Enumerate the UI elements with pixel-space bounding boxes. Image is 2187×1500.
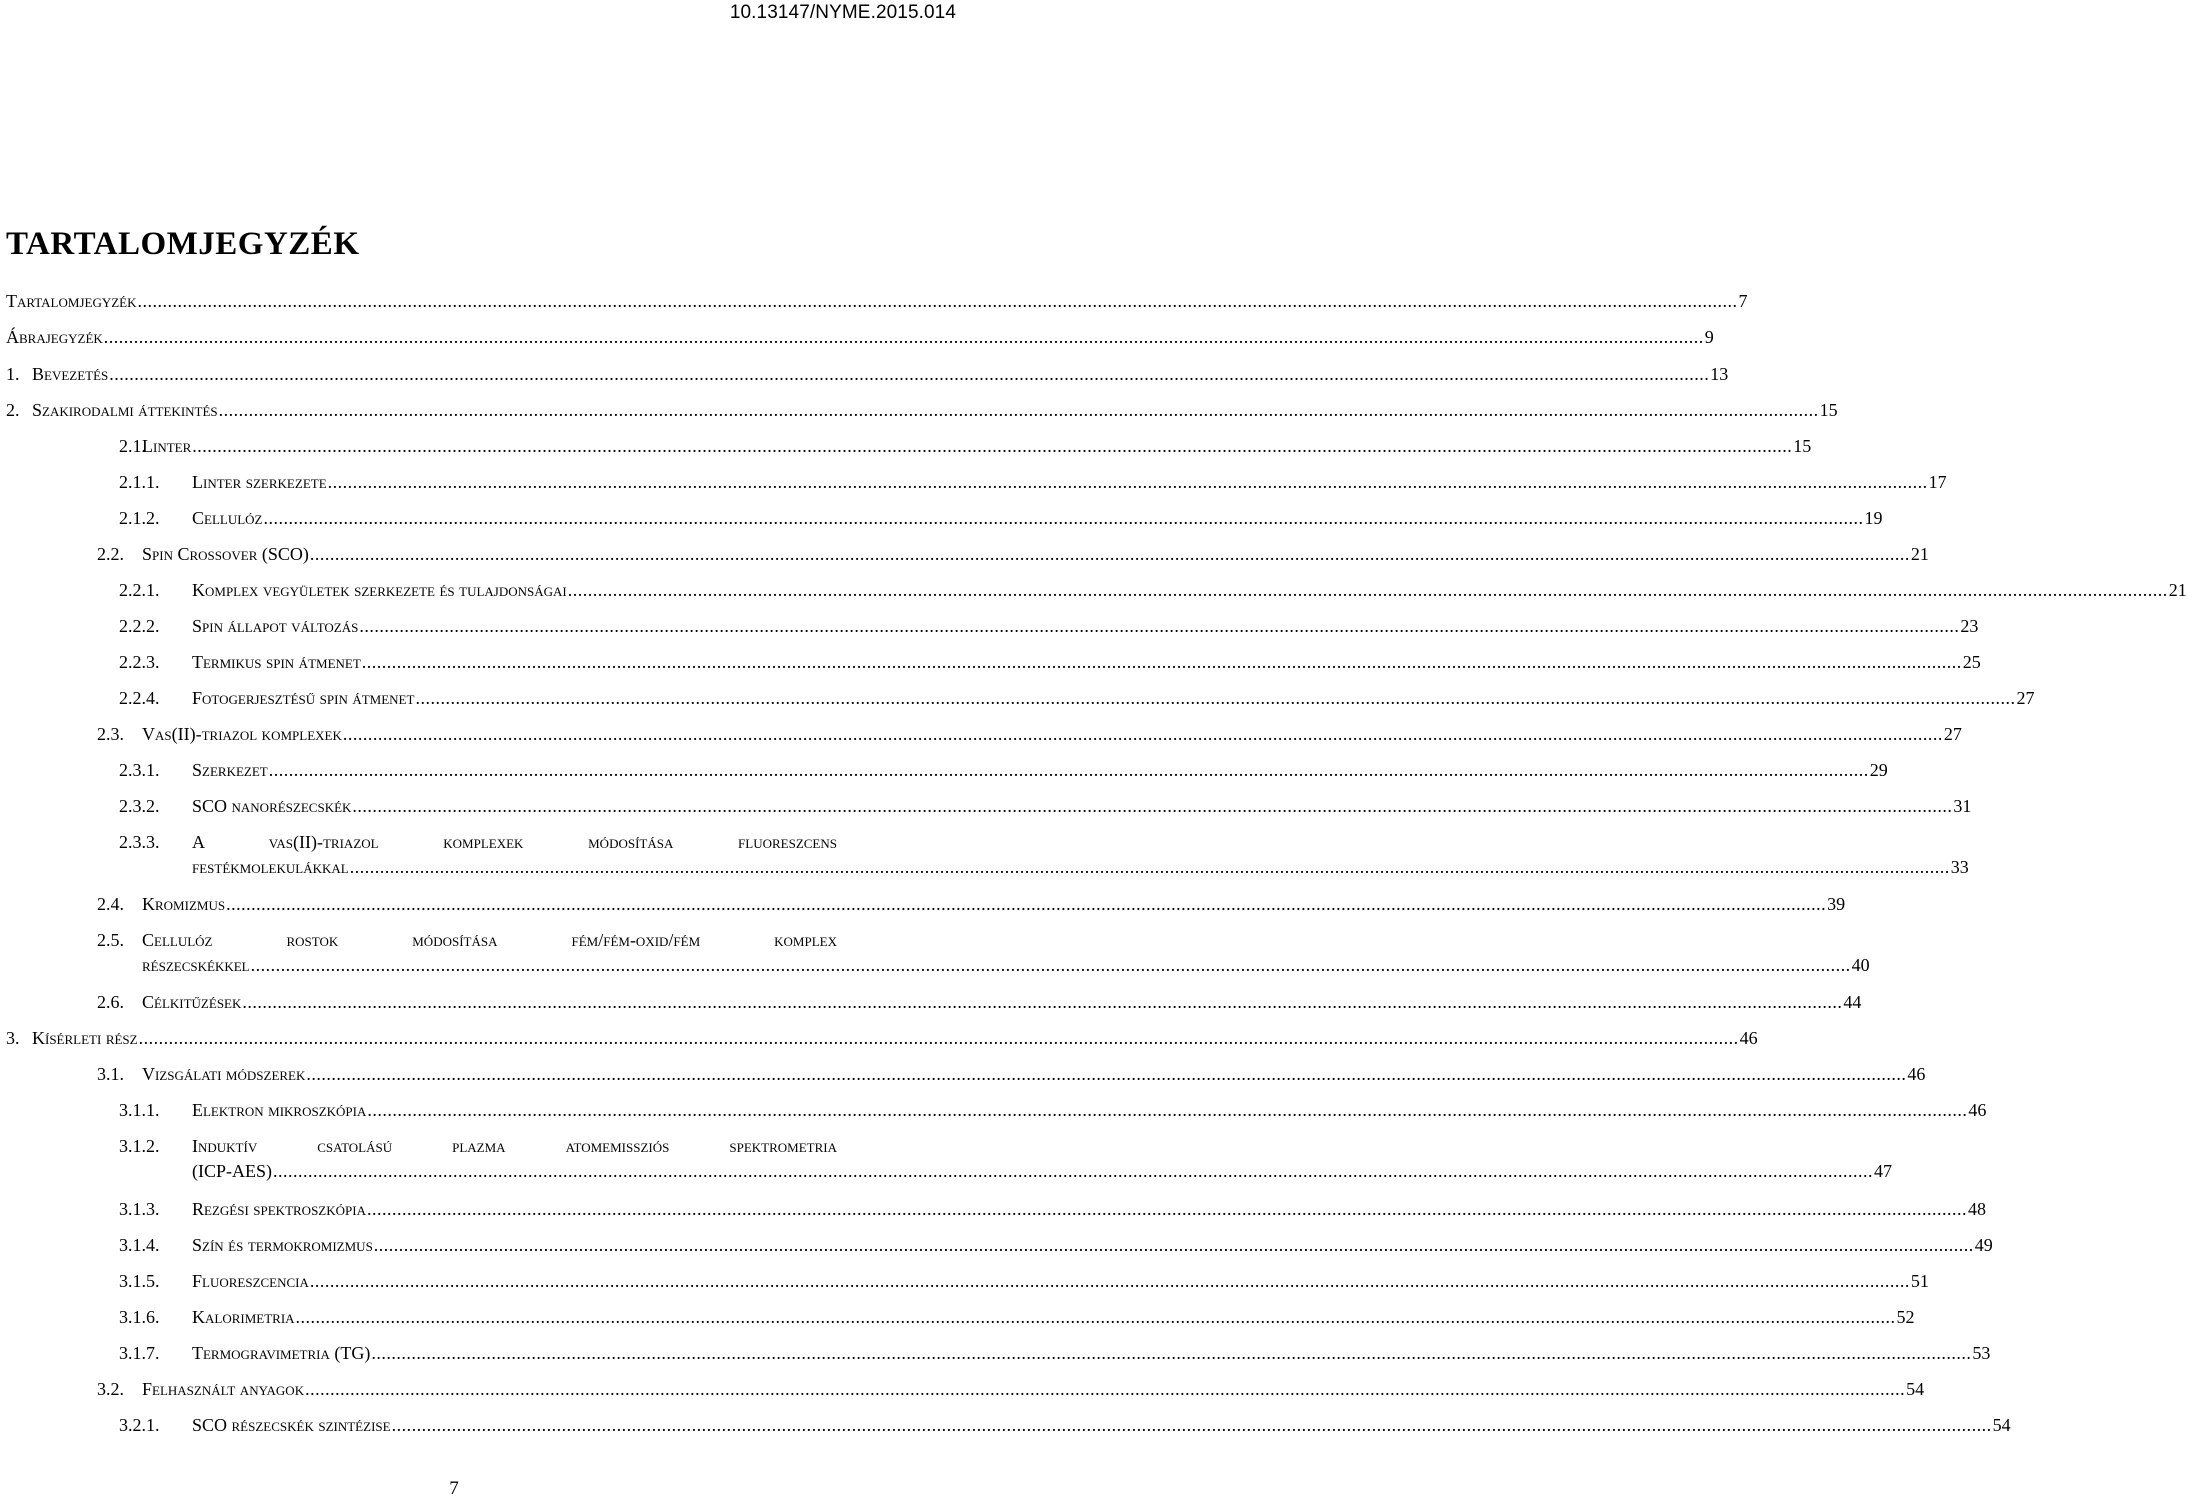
toc-entry-page: 19 — [1864, 508, 1883, 528]
toc-entry-page: 23 — [1960, 616, 1979, 636]
toc-entry-page: 27 — [2016, 688, 2035, 708]
toc-entry-title: Linter — [142, 436, 192, 456]
toc-entry-page: 39 — [1827, 894, 1846, 914]
toc-leader-dots — [264, 507, 1864, 529]
page-title: TARTALOMJEGYZÉK — [6, 226, 360, 262]
page-number: 7 — [449, 1478, 459, 1499]
toc-entry-title-line1: A vas(II)-triazol komplexek módosítása fluoreszcens — [192, 832, 837, 852]
toc-entry-page: 7 — [1738, 291, 1748, 311]
toc-entry-number: 2.3.3. — [119, 832, 160, 852]
toc-entry-number: 2.3. — [97, 724, 124, 744]
toc-entry-number: 3.2. — [97, 1379, 124, 1399]
toc-leader-dots — [359, 615, 1959, 637]
toc-entry-page: 9 — [1704, 327, 1714, 347]
toc-leader-dots — [310, 1270, 1910, 1292]
toc-leader-dots — [138, 290, 1738, 312]
doi-header: 10.13147/NYME.2015.014 — [729, 2, 956, 23]
toc-leader-dots — [367, 1198, 1967, 1220]
toc-entry[interactable] — [119, 1342, 1991, 1364]
toc-leader-dots — [350, 856, 1950, 878]
toc-leader-dots — [362, 651, 1962, 673]
toc-entry-number: 2.2. — [97, 544, 124, 564]
toc-entry-title: Szakirodalmi áttekintés — [32, 400, 218, 420]
toc-entry[interactable] — [119, 1198, 1986, 1220]
toc-entry-number: 3.1.1. — [119, 1100, 160, 1120]
toc-entry-number: 2.5. — [97, 930, 124, 950]
toc-leader-dots — [296, 1306, 1896, 1328]
toc-entry-page: 31 — [1953, 796, 1972, 816]
toc-entry[interactable] — [6, 399, 1838, 421]
toc-entry[interactable] — [6, 326, 1714, 348]
toc-entry-title: Szín és termokromizmus — [192, 1235, 373, 1255]
toc-entry[interactable] — [119, 615, 1979, 637]
toc-entry-number: 2.1.2. — [119, 508, 160, 528]
toc-entry[interactable] — [119, 1270, 1929, 1292]
toc-entry-page: 27 — [1943, 724, 1962, 744]
toc-entry[interactable] — [97, 1378, 1925, 1400]
toc-leader-dots — [104, 326, 1704, 348]
toc-leader-dots — [343, 723, 1943, 745]
toc-entry-title: Spin állapot változás — [192, 616, 359, 636]
toc-entry[interactable] — [119, 687, 2035, 709]
toc-entry[interactable] — [119, 1099, 1987, 1121]
toc-leader-dots — [328, 471, 1928, 493]
toc-entry-page: 15 — [1819, 400, 1838, 420]
toc-entry-number: 3.1.2. — [119, 1136, 160, 1156]
toc-leader-dots — [352, 795, 1952, 817]
toc-entry[interactable] — [119, 651, 1981, 673]
toc-entry-page: 44 — [1843, 992, 1862, 1012]
toc-entry-title: Szerkezet — [192, 760, 268, 780]
toc-entry-title: SCO részecskék szintézise — [192, 1415, 391, 1435]
toc-entry-title-line1: Cellulóz rostok módosítása fém/fém-oxid/fém komplex — [142, 930, 837, 950]
toc-entry-title: festékmolekulákkal — [192, 857, 349, 877]
toc-entry-title: Termogravimetria (TG) — [192, 1343, 371, 1363]
toc-entry-number: 2. — [6, 400, 20, 420]
toc-entry-page: 46 — [1907, 1064, 1926, 1084]
toc-entry-number: 2.3.2. — [119, 796, 160, 816]
toc-entry-title: Fotogerjesztésű spin átmenet — [192, 688, 415, 708]
toc-entry-title: Kísérleti rész — [32, 1028, 138, 1048]
toc-entry-page: 51 — [1910, 1271, 1929, 1291]
toc-entry-page: 54 — [1906, 1379, 1925, 1399]
toc-entry[interactable] — [119, 579, 2187, 601]
toc-entry-title: részecskékkel — [142, 955, 250, 975]
toc-entry-number: 3.1.6. — [119, 1307, 160, 1327]
toc-entry[interactable] — [97, 1063, 1926, 1085]
toc-leader-dots — [310, 543, 1910, 565]
toc-entry[interactable] — [6, 363, 1729, 385]
toc-entry-page: 15 — [1793, 436, 1812, 456]
toc-entry-title: Linter szerkezete — [192, 472, 327, 492]
toc-leader-dots — [305, 1378, 1905, 1400]
toc-entry-page: 54 — [1992, 1415, 2011, 1435]
toc-entry-title: Kalorimetria — [192, 1307, 295, 1327]
toc-entry-page: 47 — [1874, 1161, 1892, 1181]
toc-entry-title: Elektron mikroszkópia — [192, 1100, 367, 1120]
toc-entry-title: Célkitűzések — [142, 992, 242, 1012]
toc-leader-dots — [251, 954, 1851, 976]
toc-entry[interactable] — [119, 1306, 1915, 1328]
toc-entry-title: (ICP-AES) — [192, 1161, 272, 1181]
toc-entry-page: 40 — [1851, 955, 1870, 975]
toc-entry-page: 21 — [1910, 544, 1929, 564]
toc-leader-dots — [392, 1414, 1992, 1436]
toc-entry-title: Bevezetés — [32, 364, 109, 384]
toc-entry[interactable] — [97, 893, 1846, 915]
toc-entry-page: 29 — [1869, 760, 1888, 780]
toc-entry[interactable] — [119, 795, 1972, 817]
toc-entry[interactable] — [97, 543, 1929, 565]
toc-entry-title: Felhasznált anyagok — [142, 1379, 305, 1399]
toc-entry-page: 53 — [1972, 1343, 1991, 1363]
toc-leader-dots — [374, 1234, 1974, 1256]
toc-leader-dots — [109, 363, 1709, 385]
toc-entry-number: 3.1.4. — [119, 1235, 160, 1255]
toc-entry-page: 13 — [1710, 364, 1729, 384]
toc-leader-dots — [415, 687, 2015, 709]
toc-entry-number: 3.2.1. — [119, 1415, 160, 1435]
toc-entry-number: 3.1.7. — [119, 1343, 160, 1363]
toc-entry-title: Spin Crossover (SCO) — [142, 544, 309, 564]
toc-entry[interactable] — [97, 929, 1870, 976]
toc-leader-dots — [306, 1063, 1906, 1085]
toc-leader-dots — [269, 759, 1869, 781]
toc-entry[interactable] — [97, 991, 1862, 1013]
toc-entry-number: 2.4. — [97, 894, 124, 914]
toc-entry-title: Fluoreszcencia — [192, 1271, 309, 1291]
toc-leader-dots — [568, 579, 2168, 601]
toc-entry-number: 2.2.3. — [119, 652, 160, 672]
toc-entry-title-line1: Induktív csatolású plazma atomemissziós spektrometria — [192, 1136, 837, 1156]
toc-leader-dots — [139, 1027, 1739, 1049]
toc-entry-number: 3. — [6, 1028, 20, 1048]
toc-entry-page: 17 — [1928, 472, 1947, 492]
toc-entry[interactable] — [119, 1135, 1892, 1182]
toc-entry[interactable] — [119, 1414, 2011, 1436]
toc-entry-page: 25 — [1962, 652, 1981, 672]
toc-entry-title: Rezgési spektroszkópia — [192, 1199, 366, 1219]
toc-entry-title: Komplex vegyületek szerkezete és tulajdonságai — [192, 580, 567, 600]
toc-entry-page: 49 — [1974, 1235, 1993, 1255]
toc-entry-number: 3.1.5. — [119, 1271, 160, 1291]
toc-leader-dots — [192, 435, 1792, 457]
toc-entry-number: 2.1. — [119, 436, 146, 456]
toc-leader-dots — [242, 991, 1842, 1013]
toc-entry[interactable] — [119, 435, 1812, 457]
toc-entry-number: 2.2.2. — [119, 616, 160, 636]
toc-entry[interactable] — [119, 471, 1947, 493]
toc-entry[interactable] — [97, 723, 1962, 745]
toc-entry[interactable] — [119, 831, 1969, 878]
toc-entry-title: Cellulóz — [192, 508, 263, 528]
toc-entry-number: 3.1.3. — [119, 1199, 160, 1219]
toc-entry[interactable] — [119, 507, 1883, 529]
toc-leader-dots — [273, 1160, 1873, 1182]
toc-entry-page: 48 — [1967, 1199, 1986, 1219]
toc-entry-number: 2.2.1. — [119, 580, 160, 600]
toc-entry-number: 2.2.4. — [119, 688, 160, 708]
toc-entry-title: Ábrajegyzék — [6, 327, 103, 347]
toc-entry-page: 46 — [1739, 1028, 1758, 1048]
toc-entry-page: 52 — [1896, 1307, 1915, 1327]
toc-entry-number: 2.6. — [97, 992, 124, 1012]
toc-entry-title: Termikus spin átmenet — [192, 652, 361, 672]
toc-entry-title: Vas(II)-triazol komplexek — [142, 724, 342, 744]
toc-entry-page: 46 — [1968, 1100, 1987, 1120]
toc-entry-number: 2.1.1. — [119, 472, 160, 492]
toc-entry-number: 3.1. — [97, 1064, 124, 1084]
toc-entry-title: Vizsgálati módszerek — [142, 1064, 306, 1084]
toc-entry[interactable] — [119, 1234, 1993, 1256]
toc-entry-page: 21 — [2168, 580, 2187, 600]
toc-leader-dots — [367, 1099, 1967, 1121]
toc-leader-dots — [226, 893, 1826, 915]
toc-entry-number: 2.3.1. — [119, 760, 160, 780]
toc-leader-dots — [371, 1342, 1971, 1364]
toc-leader-dots — [219, 399, 1819, 421]
toc-entry[interactable] — [6, 290, 1748, 312]
toc-entry-title: Kromizmus — [142, 894, 226, 914]
toc-entry-number: 1. — [6, 364, 20, 384]
toc-entry-page: 33 — [1950, 857, 1969, 877]
toc-entry[interactable] — [6, 1027, 1758, 1049]
toc-entry-title: Tartalomjegyzék — [6, 291, 137, 311]
toc-entry[interactable] — [119, 759, 1888, 781]
toc-entry-title: SCO nanorészecskék — [192, 796, 352, 816]
